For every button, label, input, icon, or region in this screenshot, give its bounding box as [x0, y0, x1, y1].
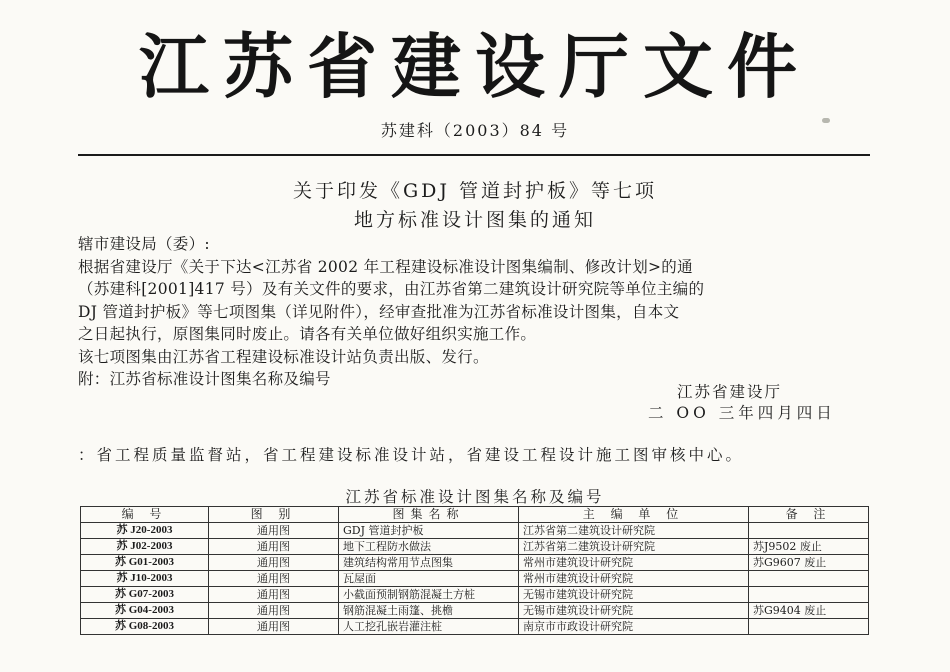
cell-unit: 常州市建筑设计研究院 — [519, 571, 749, 587]
cell-name: 钢筋混凝土雨篷、挑檐 — [339, 603, 519, 619]
cell-name: 小截面预制钢筋混凝土方桩 — [339, 587, 519, 603]
cell-unit: 无锡市建筑设计研究院 — [519, 587, 749, 603]
cell-code: 苏 J02-2003 — [81, 539, 209, 555]
signature-org: 江苏省建设厅 — [677, 383, 783, 401]
header-rule — [78, 154, 870, 156]
cell-category: 通用图 — [209, 619, 339, 635]
scan-speck — [822, 118, 830, 123]
body-line: （苏建科[2001]417 号）及有关文件的要求，由江苏省第二建筑设计研究院等单位主编的 — [78, 280, 705, 298]
notice-title-line-1: 关于印发《GDJ 管道封护板》等七项 — [292, 180, 658, 202]
cell-unit: 常州市建筑设计研究院 — [519, 555, 749, 571]
cell-name: 人工挖孔嵌岩灌注桩 — [339, 619, 519, 635]
cell-code: 苏 J10-2003 — [81, 571, 209, 587]
cell-name: 瓦屋面 — [339, 571, 519, 587]
body-line: 辖市建设局（委）: — [78, 235, 210, 253]
body-line: 该七项图集由江苏省工程建设标准设计站负责出版、发行。 — [78, 347, 489, 366]
document-number: 苏建科（2003）84 号 — [380, 121, 570, 140]
cell-note: 苏G9607 废止 — [749, 555, 869, 571]
header-category: 图 别 — [209, 507, 339, 523]
cell-category: 通用图 — [209, 603, 339, 619]
cell-code: 苏 J20-2003 — [81, 523, 209, 539]
cell-name: 地下工程防水做法 — [339, 539, 519, 555]
cell-code: 苏 G01-2003 — [81, 555, 209, 571]
cell-unit: 无锡市建筑设计研究院 — [519, 603, 749, 619]
cell-unit: 江苏省第二建筑设计研究院 — [519, 539, 749, 555]
notice-title-line-2: 地方标准设计图集的通知 — [353, 209, 596, 231]
cell-category: 通用图 — [209, 539, 339, 555]
cell-code: 苏 G04-2003 — [81, 603, 209, 619]
table-row — [81, 555, 869, 571]
cell-note: 苏J9502 废止 — [749, 539, 869, 555]
body-line: 附：江苏省标准设计图集名称及编号 — [78, 370, 331, 388]
cell-category: 通用图 — [209, 555, 339, 571]
header-name: 图集名称 — [339, 507, 519, 523]
body-line: DJ 管道封护板》等七项图集（详见附件），经审查批准为江苏省标准设计图集，自本文 — [78, 302, 680, 321]
cell-category: 通用图 — [209, 587, 339, 603]
table-row — [81, 571, 869, 587]
table-row — [81, 603, 869, 619]
masthead-title: 江苏省建设厅文件 — [139, 25, 811, 108]
body-line: 根据省建设厅《关于下达<江苏省 2002 年工程建设标准设计图集编制、修改计划>的通 — [78, 257, 693, 276]
table-header-row — [81, 507, 869, 523]
table-row — [81, 539, 869, 555]
cell-note: 苏G9404 废止 — [749, 603, 869, 619]
cell-note — [749, 571, 869, 587]
cell-note — [749, 523, 869, 539]
cell-unit: 南京市市政设计研究院 — [519, 619, 749, 635]
cc-line: ：省工程质量监督站，省工程建设标准设计站，省建设工程设计施工图审核中心。 — [78, 446, 745, 464]
header-unit: 主 编 单 位 — [519, 507, 749, 523]
table-row — [81, 619, 869, 635]
cell-note — [749, 619, 869, 635]
table-row — [81, 523, 869, 539]
cell-code: 苏 G07-2003 — [81, 587, 209, 603]
cell-name: GDJ 管道封护板 — [339, 523, 519, 539]
header-code: 编 号 — [81, 507, 209, 523]
table-row — [81, 587, 869, 603]
cell-unit: 江苏省第二建筑设计研究院 — [519, 523, 749, 539]
cell-code: 苏 G08-2003 — [81, 619, 209, 635]
body-line: 之日起执行，原图集同时废止。请各有关单位做好组织实施工作。 — [78, 325, 537, 343]
table-title: 江苏省标准设计图集名称及编号 — [345, 488, 605, 506]
cell-name: 建筑结构常用节点图集 — [339, 555, 519, 571]
cell-note — [749, 587, 869, 603]
notice-body — [78, 233, 878, 391]
signature-date: 二 OO 三年四月四日 — [648, 404, 836, 422]
header-note: 备 注 — [749, 507, 869, 523]
atlas-table — [80, 506, 869, 635]
cell-category: 通用图 — [209, 523, 339, 539]
cell-category: 通用图 — [209, 571, 339, 587]
